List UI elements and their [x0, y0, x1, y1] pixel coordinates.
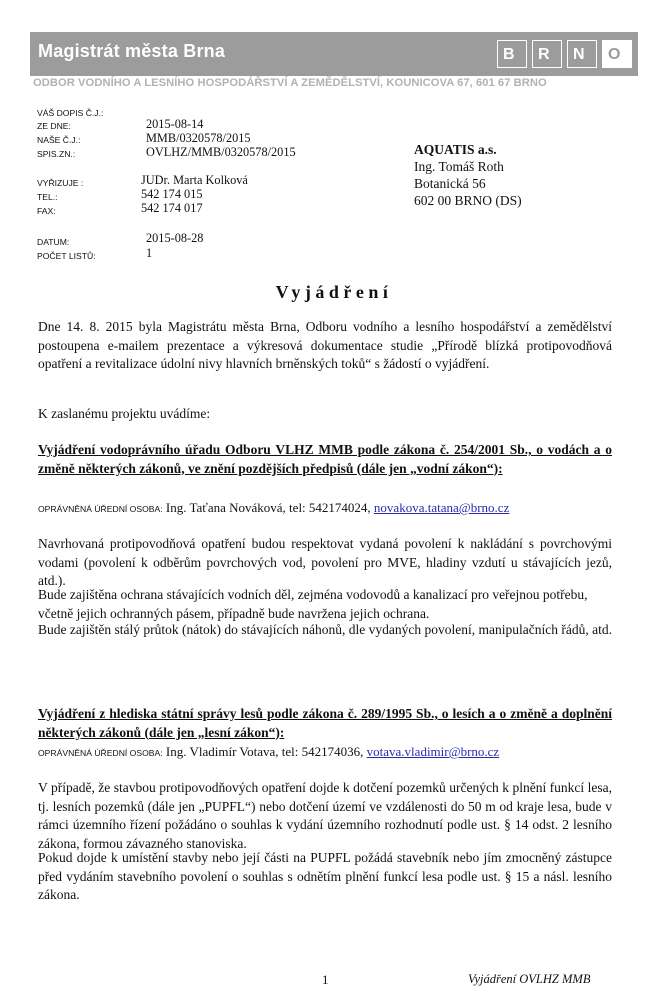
- tel-value: 542 174 015: [141, 187, 203, 201]
- addressee-block: [414, 141, 522, 209]
- our-ref-value: MMB/0320578/2015: [146, 131, 251, 145]
- section2-email-link[interactable]: votava.vladimir@brno.cz: [366, 744, 500, 759]
- footer-document-name: Vyjádření OVLHZ MMB: [468, 972, 591, 986]
- logo-letter-r: R: [532, 40, 562, 68]
- department-line: ODBOR VODNÍHO A LESNÍHO HOSPODÁŘSTVÍ A ZEMĚDĚLSTVÍ, KOUNICOVA 67, 601 67 BRNO: [33, 77, 547, 89]
- date-of-value: 2015-08-14: [146, 117, 204, 131]
- sheet-count-value: 1: [146, 246, 153, 260]
- header-bar: [30, 32, 638, 76]
- date-value: 2015-08-28: [146, 231, 204, 245]
- addressee-firm: AQUATIS a.s.: [414, 142, 497, 157]
- section1-paragraph-1: Navrhovaná protipovodňová opatření budou respektovat vydaná povolení k nakládání s povrchovými vodami (povolení k odběrům povrchových vod, povolení pro MVE, hladiny vzdutí u stávajících jezů, atd.).: [38, 536, 612, 588]
- section1-paragraph-3: Bude zajištěn stálý průtok (nátok) do stávajících náhonů, dle vydaných povolení, manipulačních řádů, atd.: [38, 622, 612, 637]
- section2-heading: Vyjádření z hlediska státní správy lesů podle zákona č. 289/1995 Sb., o lesích a o změně a doplnění některých zákonů (dále jen „lesní zákon“):: [38, 706, 612, 740]
- date-of-label: ZE DNE:: [37, 121, 71, 131]
- handled-by-label: VYŘIZUJE :: [37, 178, 84, 188]
- section1-person: [38, 500, 509, 516]
- document-title: Vyjádření: [275, 282, 393, 302]
- section1-person-name: Ing. Taťana Nováková, tel: 542174024,: [165, 500, 371, 515]
- section2-person-label: OPRÁVNĚNÁ ÚŘEDNÍ OSOBA:: [38, 748, 163, 758]
- our-ref-label: NAŠE Č.J.:: [37, 135, 81, 145]
- lead-paragraph: K zaslanému projektu uvádíme:: [38, 406, 211, 421]
- section2-person-name: Ing. Vladimír Votava, tel: 542174036,: [165, 744, 364, 759]
- intro-paragraph: Dne 14. 8. 2015 byla Magistrátu města Brna, Odboru vodního a lesního hospodářství a zemědělství postoupena e-mailem prezentace a výkresová dokumentace studie „Přírodě blízká protipovodňová opatření a revitalizace údolní nivy hlavních brněnských toků“ s žádostí o vyjádření.: [38, 319, 612, 371]
- your-letter-label: VÁŠ DOPIS Č.J.:: [37, 108, 104, 118]
- section2-person: [38, 744, 499, 760]
- fax-value: 542 174 017: [141, 201, 203, 215]
- tel-label: TEL.:: [37, 192, 58, 202]
- brno-logo: [492, 40, 632, 68]
- section1-person-label: OPRÁVNĚNÁ ÚŘEDNÍ OSOBA:: [38, 504, 163, 514]
- section2-paragraph-2: Pokud dojde k umístění stavby nebo její části na PUPFL požádá stavebník nebo jím zmocněný zástupce před vydáním stavebního povolení o souhlas s odnětím plnění funkcí lesa podle ust. § 15 a násl. lesního zákona.: [38, 850, 612, 902]
- page-number: 1: [322, 972, 329, 987]
- addressee-street: Botanická 56: [414, 176, 486, 191]
- sheet-count-label: POČET LISTŮ:: [37, 251, 96, 261]
- section1-heading: Vyjádření vodoprávního úřadu Odboru VLHZ MMB podle zákona č. 254/2001 Sb., o vodách a o změně některých zákonů, ve znění pozdějších předpisů (dále jen „vodní zákon“):: [38, 442, 612, 476]
- handled-by-value: JUDr. Marta Kolková: [141, 173, 248, 187]
- logo-letter-n: N: [567, 40, 597, 68]
- file-mark-value: OVLHZ/MMB/0320578/2015: [146, 145, 296, 159]
- addressee-person: Ing. Tomáš Roth: [414, 159, 504, 174]
- section2-paragraph-1: V případě, že stavbou protipovodňových opatření dojde k dotčení pozemků určených k plnění funkcí lesa, tj. lesních pozemků (dále jen „PUPFL“) nebo dotčení území ve vzdálenosti do 50 m od kraje lesa, bude v rámci územního řízení požádáno o souhlas k vydání územního rozhodnutí podle ust. § 14 odst. 2 lesního zákona, formou závazného stanoviska.: [38, 780, 612, 851]
- logo-letter-o: O: [602, 40, 632, 68]
- logo-letter-b: B: [497, 40, 527, 68]
- section1-email-link[interactable]: novakova.tatana@brno.cz: [373, 500, 510, 515]
- date-label: DATUM:: [37, 237, 70, 247]
- fax-label: FAX:: [37, 206, 56, 216]
- header-title: Magistrát města Brna: [38, 41, 226, 61]
- file-mark-label: SPIS.ZN.:: [37, 149, 76, 159]
- addressee-city: 602 00 BRNO (DS): [414, 193, 522, 208]
- section1-paragraph-2: Bude zajištěna ochrana stávajících vodních děl, zejména vodovodů a kanalizací pro veřejnou potřebu, včetně jejich ochranných pásem, případně bude navržena jejich ochrana.: [38, 587, 588, 621]
